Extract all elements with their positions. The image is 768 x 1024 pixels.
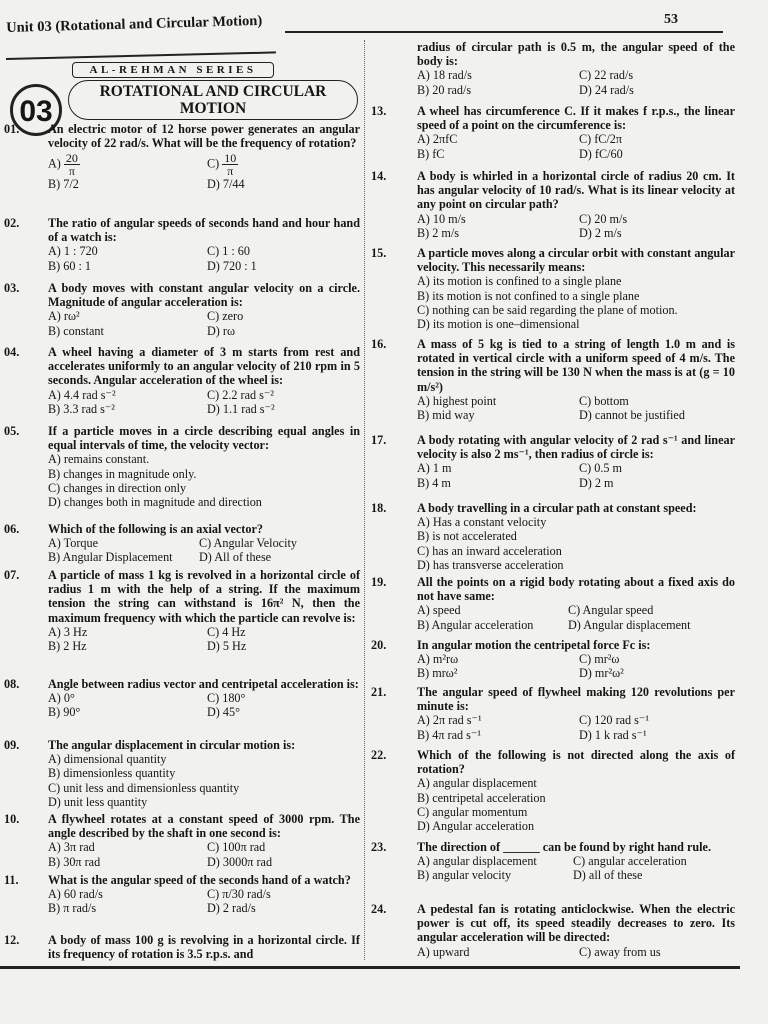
option-c: C) angular momentum <box>417 804 528 819</box>
question-stem: A pedestal fan is rotating anticlockwise. When the electric power is cut off, its speed steadily decreases to zero. Its angular acceleration will be directed: <box>417 902 735 945</box>
question-stem: The angular speed of flywheel making 120 revolutions per minute is: <box>417 685 735 714</box>
question-stem: What is the angular speed of the seconds hand of a watch? <box>48 873 351 887</box>
question-13 <box>371 104 735 161</box>
question-number: 19. <box>371 575 387 589</box>
question-stem: A body travelling in a circular path at constant speed: <box>417 501 697 515</box>
question-number: 16. <box>371 337 387 351</box>
unit-title: Unit 03 (Rotational and Circular Motion) <box>6 12 263 36</box>
option-c: C) bottom <box>579 393 629 408</box>
question-02 <box>4 216 360 273</box>
question-24 <box>371 902 735 959</box>
option-c: C) changes in direction only <box>48 480 187 495</box>
option-d: D) 2 rad/s <box>207 901 256 916</box>
option-d: D) 2 m <box>579 475 614 490</box>
question-stem: Angle between radius vector and centripetal acceleration is: <box>48 677 359 691</box>
question-number: 03. <box>4 281 20 295</box>
question-16 <box>371 337 735 423</box>
question-number: 20. <box>371 638 387 652</box>
question-stem: The ratio of angular speeds of seconds hand and hour hand of a watch is: <box>48 216 360 245</box>
option-d: D) Angular acceleration <box>417 819 535 834</box>
option-d: D) 3000π rad <box>207 854 273 869</box>
option-c: C) zero <box>207 309 244 324</box>
fraction: $\frac{20}{\pi}$ <box>65 151 78 179</box>
option-d: D) 720 : 1 <box>207 258 257 273</box>
question-number: 09. <box>4 738 20 752</box>
question-07 <box>4 568 360 654</box>
option-a: A) its motion is confined to a single plane <box>417 274 622 289</box>
question-number: 08. <box>4 677 20 691</box>
option-c: C) nothing can be said regarding the plane of motion. <box>417 302 678 317</box>
question-stem: All the points on a rigid body rotating about a fixed axis do not have same: <box>417 575 735 604</box>
option-a: A) speed <box>417 603 461 618</box>
option-b: B) Angular acceleration <box>417 617 534 632</box>
option-b: B) dimensionless quantity <box>48 766 176 781</box>
option-b: B) mid way <box>417 408 475 423</box>
option-b: B) fC <box>417 146 445 161</box>
option-b: B) π rad/s <box>48 901 97 916</box>
option-a: A) angular displacement <box>417 776 537 791</box>
question-04 <box>4 345 360 416</box>
option-a: A) 10 m/s <box>417 211 466 226</box>
question-number: 24. <box>371 902 387 916</box>
option-b: B) 20 rad/s <box>417 82 472 97</box>
option-b: B) 7/2 <box>48 177 79 192</box>
question-19 <box>371 575 735 632</box>
option-d: D) mr²ω² <box>579 666 624 681</box>
option-c: C) 180° <box>207 691 246 706</box>
option-a: A) m²rω <box>417 652 459 667</box>
option-b: B) constant <box>48 323 104 338</box>
option-d: D) 1.1 rad s⁻² <box>207 401 275 416</box>
option-a: A) remains constant. <box>48 452 150 467</box>
option-a: A) 18 rad/s <box>417 68 472 83</box>
question-number: 01. <box>4 122 20 136</box>
option-c: C) mr²ω <box>579 652 620 667</box>
chapter-number-badge: 03 <box>10 84 62 136</box>
option-b: B) is not accelerated <box>417 529 517 544</box>
option-d: D) 1 k rad s⁻¹ <box>579 727 647 742</box>
option-b: B) changes in magnitude only. <box>48 466 197 481</box>
question-number: 18. <box>371 501 387 515</box>
question-stem: A particle moves along a circular orbit with constant angular velocity. This necessarily means: <box>417 246 735 275</box>
option-c: C) π/30 rad/s <box>207 887 271 902</box>
question-stem: An electric motor of 12 horse power generates an angular velocity of 22 rad/s. What will be the frequency of rotation? <box>48 122 360 151</box>
question-number: 13. <box>371 104 387 118</box>
option-c: C) 100π rad <box>207 840 266 855</box>
chapter-title <box>68 80 358 120</box>
question-stem: A flywheel rotates at a constant speed of 3000 rpm. The angle described by the shaft in one second is: <box>48 812 360 841</box>
option-c: C) angular acceleration <box>573 854 687 869</box>
option-c: C) $\frac{10}{\pi}$ <box>207 151 237 179</box>
question-number: 10. <box>4 812 20 826</box>
question-number: 22. <box>371 748 387 762</box>
option-a: A) Torque <box>48 536 99 551</box>
question-number: 04. <box>4 345 20 359</box>
option-c: C) fC/2π <box>579 132 623 147</box>
question-08 <box>4 677 360 720</box>
question-20 <box>371 638 735 681</box>
question-10 <box>4 812 360 869</box>
question-stem: A wheel having a diameter of 3 m starts from rest and accelerates uniformly to an angular velocity of 210 rpm in 5 seconds. Angular acceleration of the wheel is: <box>48 345 360 388</box>
option-a: A) highest point <box>417 393 497 408</box>
question-stem: A body rotating with angular velocity of 2 rad s⁻¹ and linear velocity is also 2 ms⁻¹, then radius of circle is: <box>417 433 735 462</box>
option-a: A) angular displacement <box>417 854 537 869</box>
question-stem: A mass of 5 kg is tied to a string of length 1.0 m and is rotated in vertical circle with a uniform speed of 4 m/s. The tension in the string will be 130 N when the mass is at (g = 10 m/s²) <box>417 337 735 394</box>
option-d: D) has transverse acceleration <box>417 557 564 572</box>
question-stem: radius of circular path is 0.5 m, the angular speed of the body is: <box>417 40 735 69</box>
option-a: A) dimensional quantity <box>48 752 167 767</box>
option-a: A) 4.4 rad s⁻² <box>48 387 116 402</box>
question-number: 15. <box>371 246 387 260</box>
question-number: 17. <box>371 433 387 447</box>
option-a: A) 1 : 720 <box>48 244 98 259</box>
question-stem: In angular motion the centripetal force Fc is: <box>417 638 651 652</box>
question-01 <box>4 122 360 192</box>
option-c: C) has an inward acceleration <box>417 543 562 558</box>
option-b: B) Angular Displacement <box>48 550 173 565</box>
option-b: B) mrω² <box>417 666 458 681</box>
question-15 <box>371 246 735 332</box>
option-a: A) 0° <box>48 691 75 706</box>
chapter-title-line2: MOTION <box>179 100 247 117</box>
option-c: C) Angular speed <box>568 603 654 618</box>
question-stem: A particle of mass 1 kg is revolved in a horizontal circle of radius 1 m with the help of a string. If the maximum tension the string can withstand is 16π² N, then the maximum frequency with which the particle can revolve is: <box>48 568 360 625</box>
question-number: 07. <box>4 568 20 582</box>
option-d: D) 7/44 <box>207 177 245 192</box>
question-number: 12. <box>4 933 20 947</box>
question-stem: If a particle moves in a circle describing equal angles in equal intervals of time, the velocity vector: <box>48 424 360 453</box>
question-23 <box>371 840 735 883</box>
option-a: A) 3 Hz <box>48 624 88 639</box>
option-c: C) 2.2 rad s⁻² <box>207 387 274 402</box>
option-d: D) changes both in magnitude and direction <box>48 495 262 510</box>
column-divider <box>364 40 366 960</box>
question-22 <box>371 748 735 834</box>
option-d: D) All of these <box>199 550 272 565</box>
option-b: B) 60 : 1 <box>48 258 91 273</box>
option-a: A) 1 m <box>417 461 452 476</box>
option-d: D) all of these <box>573 868 643 883</box>
option-d: D) unit less quantity <box>48 794 148 809</box>
question-number: 14. <box>371 169 387 183</box>
option-b: B) 4π rad s⁻¹ <box>417 727 481 742</box>
option-c: C) unit less and dimensionless quantity <box>48 780 240 795</box>
option-d: D) 45° <box>207 705 240 720</box>
option-a: A) Has a constant velocity <box>417 515 547 530</box>
option-b: B) 4 m <box>417 475 451 490</box>
header-rule-left <box>6 51 276 60</box>
series-label: AL-REHMAN SERIES <box>72 62 274 78</box>
option-d: D) 24 rad/s <box>579 82 634 97</box>
option-d: D) cannot be justified <box>579 408 685 423</box>
option-c: C) 20 m/s <box>579 211 628 226</box>
option-d: D) Angular displacement <box>568 617 691 632</box>
question-21 <box>371 685 735 742</box>
question-number: 11. <box>4 873 19 887</box>
option-d: D) fC/60 <box>579 146 623 161</box>
chapter-title-line1: ROTATIONAL AND CIRCULAR <box>99 83 327 100</box>
page-number: 53 <box>664 12 678 27</box>
option-c: C) Angular Velocity <box>199 536 297 551</box>
option-c: C) 4 Hz <box>207 624 246 639</box>
footer-rule <box>0 966 740 969</box>
question-12 <box>4 933 360 962</box>
question-18 <box>371 501 735 572</box>
option-c: C) 22 rad/s <box>579 68 634 83</box>
option-a: A) 2πfC <box>417 132 458 147</box>
option-c: C) 0.5 m <box>579 461 622 476</box>
option-b: B) 90° <box>48 705 81 720</box>
question-number: 05. <box>4 424 20 438</box>
question-number: 21. <box>371 685 387 699</box>
option-a: A) upward <box>417 944 470 959</box>
option-b: B) 30π rad <box>48 854 101 869</box>
option-c: C) 120 rad s⁻¹ <box>579 713 650 728</box>
header-rule <box>285 31 723 33</box>
question-17 <box>371 433 735 490</box>
option-b: B) centripetal acceleration <box>417 790 546 805</box>
option-b: B) its motion is not confined to a single plane <box>417 288 640 303</box>
option-b: B) 2 Hz <box>48 639 87 654</box>
fraction: $\frac{10}{\pi}$ <box>224 151 237 179</box>
option-d: D) 2 m/s <box>579 225 622 240</box>
question-12-continued <box>417 40 735 97</box>
option-b: B) 3.3 rad s⁻² <box>48 401 115 416</box>
option-d: D) 5 Hz <box>207 639 247 654</box>
question-stem: The direction of ______ can be found by right hand rule. <box>417 840 711 854</box>
option-a: A) 60 rad/s <box>48 887 103 902</box>
option-a: A) $\frac{20}{\pi}$ <box>48 151 78 179</box>
question-09 <box>4 738 360 809</box>
question-stem: A body of mass 100 g is revolving in a horizontal circle. If its frequency of rotation is 3.5 r.p.s. and <box>48 933 360 962</box>
option-b: B) angular velocity <box>417 868 512 883</box>
option-d: D) its motion is one–dimensional <box>417 317 580 332</box>
question-number: 06. <box>4 522 20 536</box>
option-c: C) away from us <box>579 944 661 959</box>
option-a: A) 3π rad <box>48 840 95 855</box>
option-a: A) rω² <box>48 309 80 324</box>
question-number: 23. <box>371 840 387 854</box>
question-06 <box>4 522 360 565</box>
option-a: A) 2π rad s⁻¹ <box>417 713 482 728</box>
question-05 <box>4 424 360 510</box>
question-stem: A body moves with constant angular velocity on a circle. Magnitude of angular acceleration is: <box>48 281 360 310</box>
question-stem: A body is whirled in a horizontal circle of radius 20 cm. It has angular velocity of 10 rad/s. What is its linear velocity at any point on circular path? <box>417 169 735 212</box>
question-11 <box>4 873 360 916</box>
question-stem: A wheel has circumference C. If it makes f r.p.s., the linear speed of a point on the circumference is: <box>417 104 735 133</box>
question-14 <box>371 169 735 240</box>
question-stem: The angular displacement in circular motion is: <box>48 738 296 752</box>
question-stem: Which of the following is an axial vector? <box>48 522 263 536</box>
question-03 <box>4 281 360 338</box>
option-b: B) 2 m/s <box>417 225 459 240</box>
question-number: 02. <box>4 216 20 230</box>
question-stem: Which of the following is not directed along the axis of rotation? <box>417 748 735 777</box>
option-d: D) rω <box>207 323 235 338</box>
option-c: C) 1 : 60 <box>207 244 250 259</box>
